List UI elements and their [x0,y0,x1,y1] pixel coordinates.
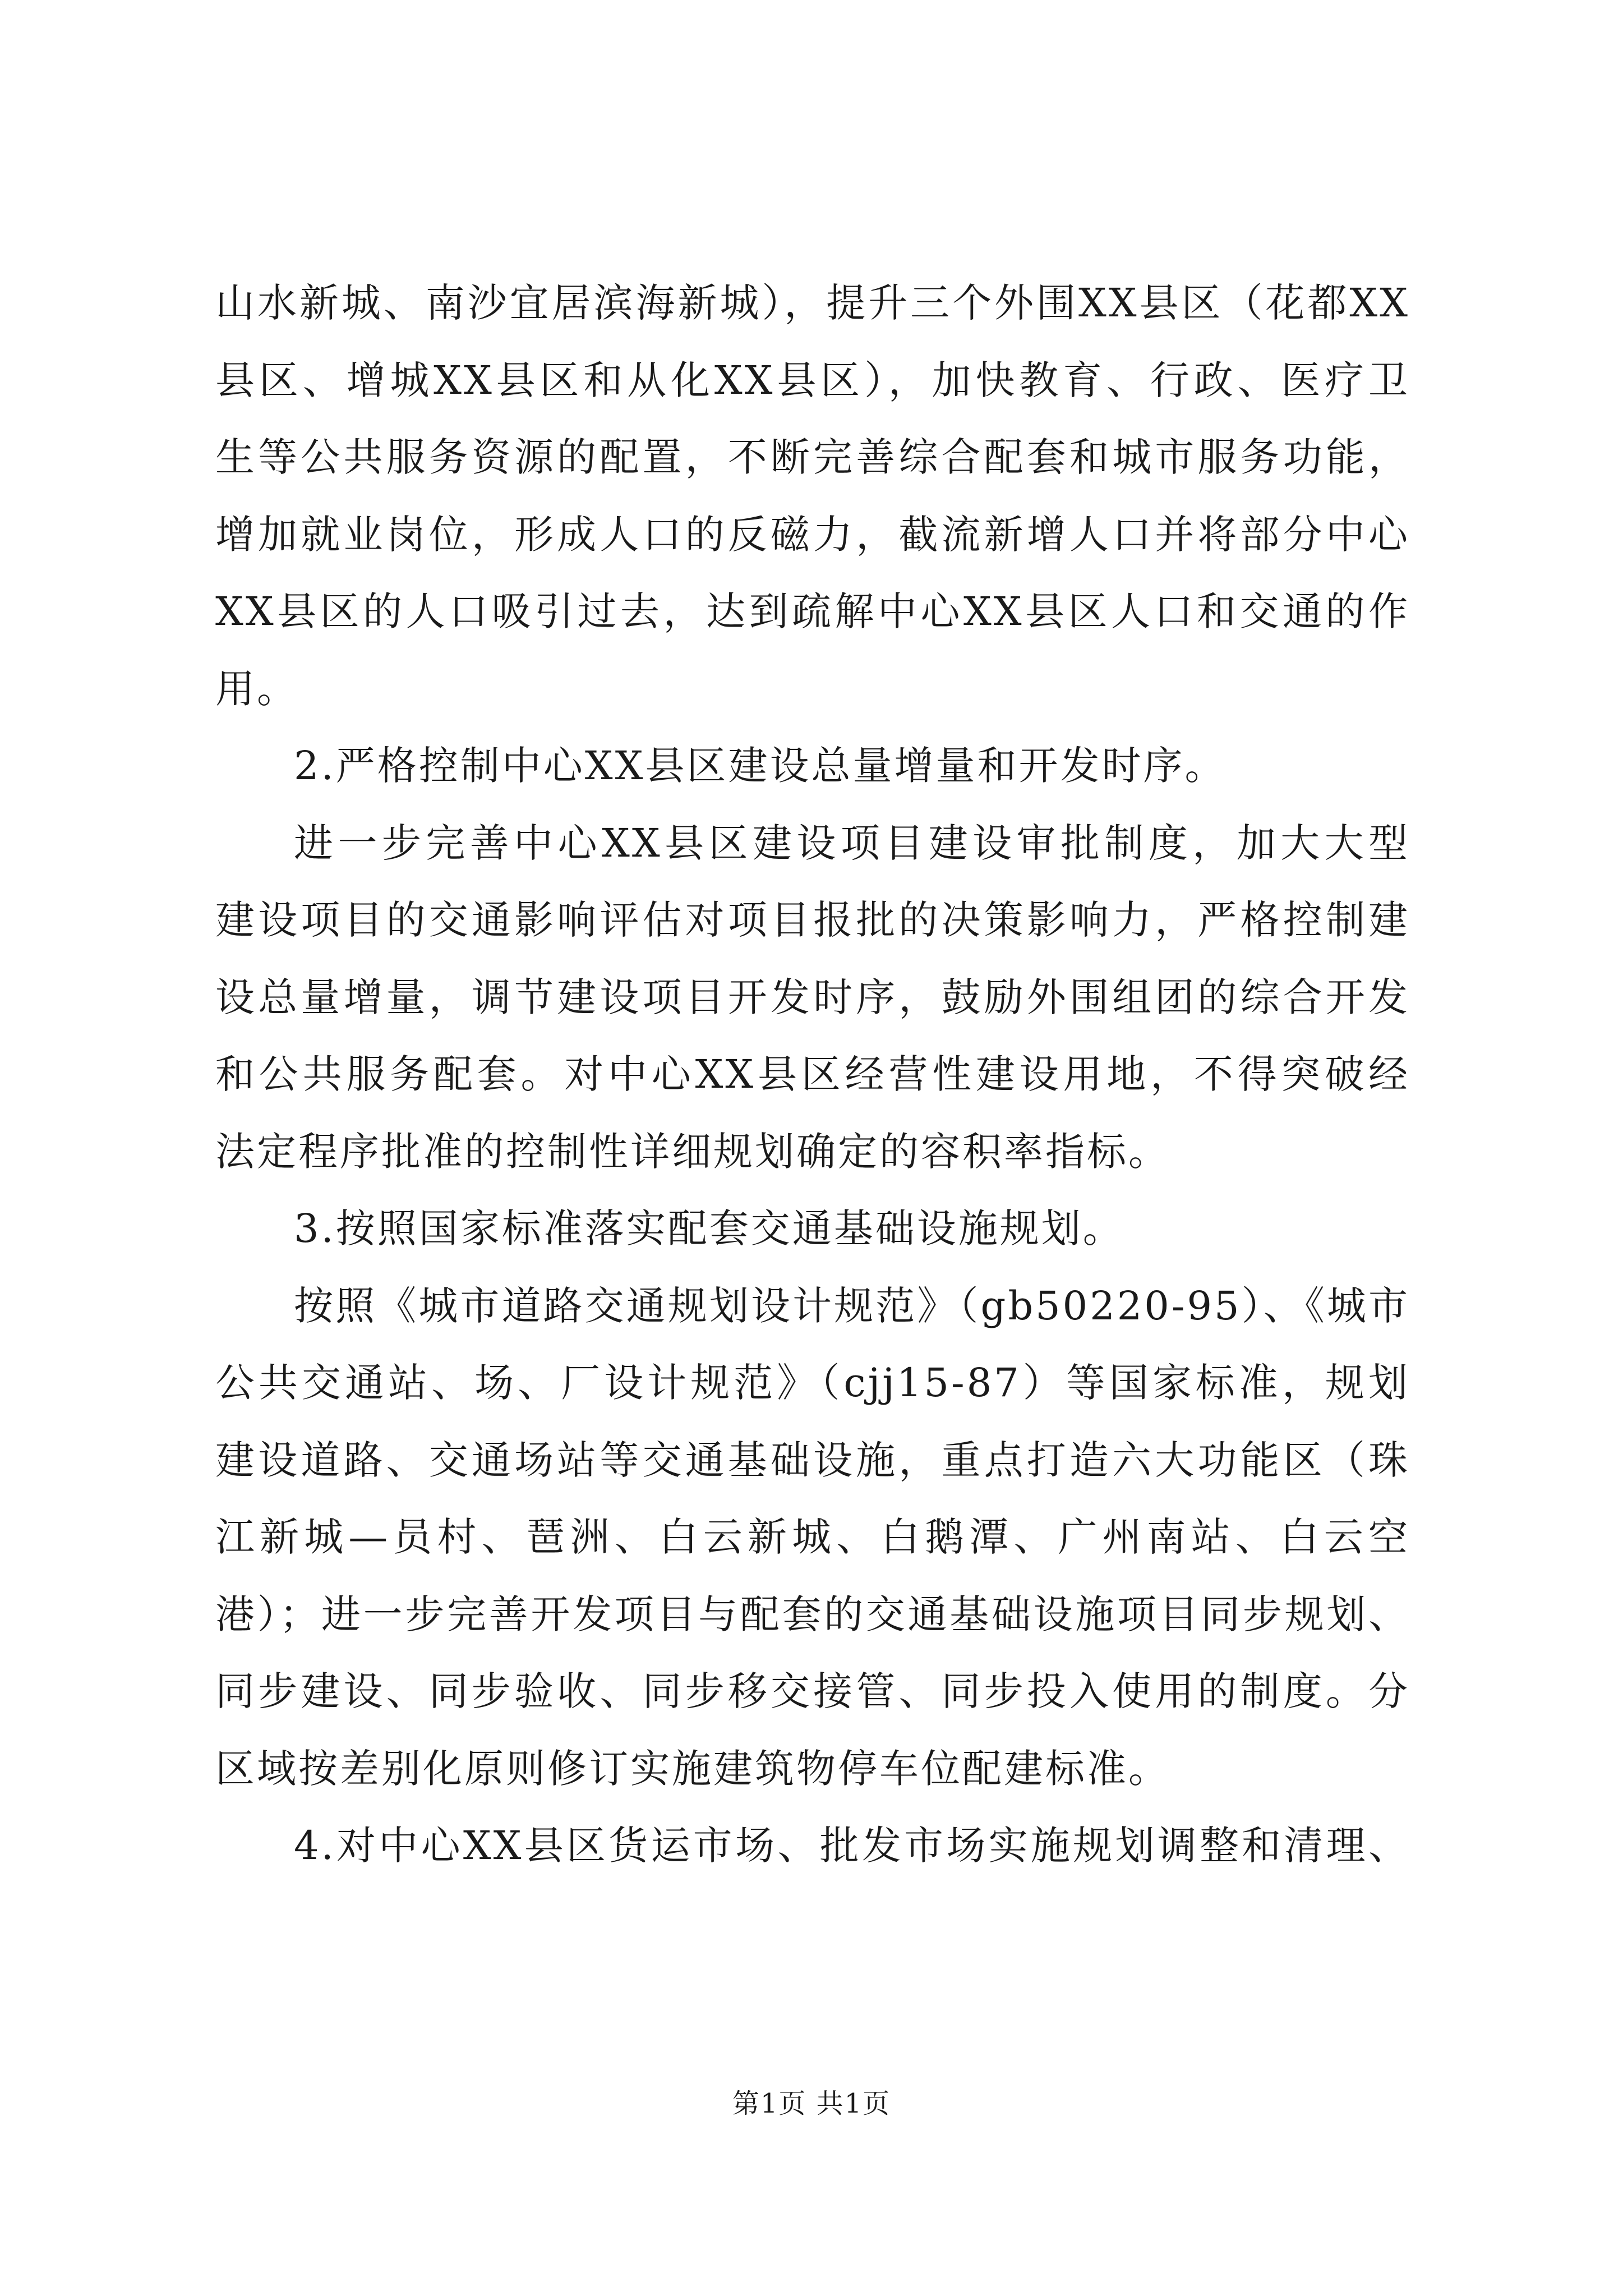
text-line: 用。 [215,666,298,712]
page-footer: 第1页 共1页 [732,2088,891,2119]
text-line: 法定程序批准的控制性详细规划确定的容积率指标。 [215,1129,1170,1175]
text-line: 进一步完善中心XX县区建设项目建设审批制度，加大大型 [294,820,1410,866]
text-line: 公共交通站、场、厂设计规范》（cjj15-87）等国家标准，规划 [215,1360,1410,1406]
text-line: 建设项目的交通影响评估对项目报批的决策影响力，严格控制建 [215,897,1410,943]
text-line: 山水新城、南沙宜居滨海新城），提升三个外围XX县区（花都XX [215,280,1410,326]
text-line: 和公共服务配套。对中心XX县区经营性建设用地，不得突破经 [215,1051,1410,1097]
text-line: 2.严格控制中心XX县区建设总量增量和开发时序。 [294,743,1227,789]
text-line: 生等公共服务资源的配置，不断完善综合配套和城市服务功能， [215,434,1410,480]
text-line: XX县区的人口吸引过去，达到疏解中心XX县区人口和交通的作 [215,588,1410,634]
text-line: 同步建设、同步验收、同步移交接管、同步投入使用的制度。分 [215,1668,1410,1714]
text-line: 4.对中心XX县区货运市场、批发市场实施规划调整和清理、 [294,1823,1410,1869]
text-line: 3.按照国家标准落实配套交通基础设施规划。 [294,1205,1124,1251]
text-line: 县区、增城XX县区和从化XX县区），加快教育、行政、医疗卫 [215,357,1410,403]
text-line: 港）；进一步完善开发项目与配套的交通基础设施项目同步规划、 [215,1591,1410,1637]
text-line: 设总量增量，调节建设项目开发时序，鼓励外围组团的综合开发 [215,974,1410,1020]
text-line: 江新城—员村、琶洲、白云新城、白鹅潭、广州南站、白云空 [215,1514,1410,1560]
text-line: 按照《城市道路交通规划设计规范》（gb50220-95）、《城市 [294,1283,1410,1329]
text-line: 区域按差别化原则修订实施建筑物停车位配建标准。 [215,1746,1170,1792]
text-line: 增加就业岗位，形成人口的反磁力，截流新增人口并将部分中心 [215,512,1410,558]
text-line: 建设道路、交通场站等交通基础设施，重点打造六大功能区（珠 [215,1437,1410,1483]
